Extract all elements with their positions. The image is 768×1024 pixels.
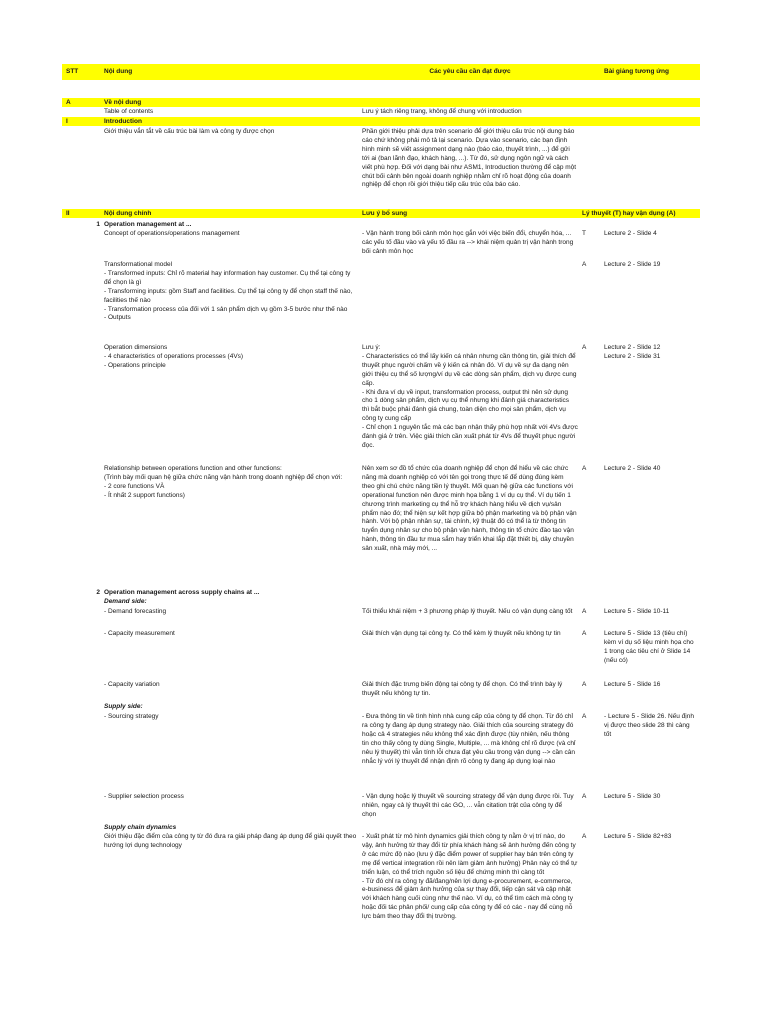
p2-row2-lecture: Lecture 5 - Slide 13 (tiêu chí) kèm ví dụ số liệu minh họa cho 1 trong các tiêu chí ở Slide 14 (nếu có): [604, 630, 694, 664]
section-ii-stt: II: [66, 210, 70, 217]
p1-row3-content: Operation dimensions - 4 characteristics of operations processes (4Vs) - Operations principle: [104, 344, 244, 369]
part2-title: Operation management across supply chains at ...: [104, 589, 260, 596]
section-i-title: Introduction: [104, 118, 142, 125]
intro-note: Phần giới thiệu phải dựa trên scenario để giới thiệu cấu trúc nội dung báo cáo chứ không phải mô tả lại scenario. Dựa vào scenario, các bạn định hình minh sẽ viết assignment dạng nào (báo cáo, thuyết trình, ...) để gửi tới ai (ban lãnh đạo, khách hàng, ...). Từ đó, sử dụng ngôn ngữ và cách viết phù hợp. Đối với dạng bài như ASM1, Introduction thường để cập một chút bối cảnh bên ngoài doanh nghiệp nhằm chỉ rõ hoạt động của doanh nghiệp để chọn rồi giới thiệu tiếp cấu trúc của báo cáo.: [362, 128, 577, 189]
demand-side-label: Demand side:: [104, 598, 147, 605]
p1-row4-content: Relationship between operations function and other functions: (Trình bày mối quan hệ giữa chức năng vận hành trong doanh nghiệp để chọn với: - 2 core functions VÀ - Ít nhất 2 support functions): [104, 465, 343, 499]
header-bai-giang: Bài giảng tương ứng: [604, 68, 669, 75]
p2-row4-content: - Sourcing strategy: [104, 713, 159, 720]
p1-row2-lecture: Lecture 2 - Slide 19: [604, 261, 661, 268]
section-a-title: Về nội dung: [104, 99, 142, 106]
section-ii-theory-col: Lý thuyết (T) hay vận dụng (A): [582, 210, 676, 217]
toc-note: Lưu ý tách riêng trang, không để chung với introduction: [362, 108, 522, 115]
p2-row5-note: - Vận dụng hoặc lý thuyết về sourcing strategy để vận dụng được rồi. Tuy nhiên, ngay cả lý thuyết thì các GO, ... vẫn citation trật của công ty để chọn: [362, 793, 574, 818]
supply-side-label: Supply side:: [104, 703, 143, 710]
header-yeu-cau: Các yêu cầu cần đạt được: [429, 68, 511, 75]
header-stt: STT: [66, 68, 79, 75]
p2-row2-note: Giải thích vận dụng tại công ty. Có thể kèm lý thuyết nếu không tự tin: [362, 630, 561, 637]
part2-num: 2: [96, 589, 100, 596]
p2-row4-note: - Đưa thông tin về tình hình nhà cung cấp của công ty để chọn. Từ đó chỉ ra công ty đang áp dụng strategy nào. Giải thích của sourcing strategy đó hoặc cả 4 strategies nếu không thể xác định được (tùy nhiên, nếu thông tin cho thấy công ty dùng Single, Multiple, ... mà không chỉ rõ được (và chỉ nêu lý thuyết) thì vẫn tính lỗi chưa đạt yêu cầu trong vận dụng --> cần cân nhắc lý với lý thuyết để nhận định rõ công ty đang áp dụng loại nào: [362, 713, 576, 765]
p1-row2-content: Transformational model - Transformed inputs: Chỉ rõ material hay information hay customer. Cụ thể tại công ty để chọn là gì - Transforming inputs: gồm Staff and facilities. Cụ thể tại công ty để chọn staff thế nào, facilities thế nào - Transformation process của đối với 1 sản phẩm dịch vụ gồm 3-5 bước như thế nào - Outputs: [104, 261, 353, 322]
p2-row5-lecture: Lecture 5 - Slide 30: [604, 793, 661, 800]
p2-row3-lecture: Lecture 5 - Slide 16: [604, 681, 661, 688]
p2-row6-ta: A: [582, 833, 587, 840]
toc-row: Table of contents: [104, 108, 154, 115]
p2-row2-content: - Capacity measurement: [104, 630, 175, 637]
p1-row1-note: - Vận hành trong bối cảnh môn học gắn với việc biến đổi, chuyển hóa, ... các yếu tố đầu vào và yếu tố đầu ra --> khái niệm quản trị vận hành trong bối cảnh môn học: [362, 230, 574, 255]
p1-row1-ta: T: [582, 230, 586, 237]
part1-num: 1: [96, 221, 100, 228]
p2-row3-content: - Capacity variation: [104, 681, 160, 688]
p2-row6-content: Giới thiệu đặc điểm của công ty từ đó đưa ra giải pháp đang áp dụng để giải quyết theo hướng lợi dụng technology: [104, 833, 357, 849]
p2-row1-ta: A: [582, 608, 587, 615]
p2-row1-note: Tối thiểu khái niệm + 3 phương pháp lý thuyết. Nếu có vận dụng càng tốt: [362, 608, 573, 615]
p2-row6-lecture: Lecture 5 - Slide 82+83: [604, 833, 672, 840]
p2-row4-ta: A: [582, 713, 587, 720]
section-i-stt: I: [66, 118, 68, 125]
p1-row3-lecture2: Lecture 2 - Slide 31: [604, 353, 661, 360]
p2-row3-ta: A: [582, 681, 587, 688]
intro-content: Giới thiệu vắn tắt về cấu trúc bài làm và công ty được chọn: [104, 128, 275, 135]
p2-row6-note: - Xuất phát từ mô hình dynamics giải thích công ty nằm ở vị trí nào, do vậy, ảnh hưởng từ thay đổi từ phía khách hàng sẽ ảnh hưởng đến công ty ở các mức độ nào (lưu ý đặc điểm power of supplier hay bán trên công ty mẹ để vertical integration rồi nên làm giảm ảnh hưởng) Phân này có thể tự triển luận, có thể trích nguồn số liệu để chứng minh thì càng tốt - Từ đó chỉ ra công ty đã/đang/nên lợi dụng e-procurement, e-commerce, e-business để giảm ảnh hưởng của sự thay đổi, tiếp cận sát và cập nhật với khách hàng cuối cùng như thế nào. Ví dụ, có thể tìm cách mà công ty hoặc đối tác phân phối/ cung cấp của công ty để có các - nay để cùng nỗ lực bám theo thay đổi thị trường.: [362, 833, 578, 921]
p2-row1-lecture: Lecture 5 - Slide 10-11: [604, 608, 670, 615]
p2-row2-ta: A: [582, 630, 587, 637]
section-ii-title: Nội dung chính: [104, 210, 152, 217]
p1-row3-lecture1: Lecture 2 - Slide 12: [604, 344, 661, 351]
p1-row4-lecture: Lecture 2 - Slide 40: [604, 465, 661, 472]
p2-row3-note: Giải thích đặc trưng biến động tại công ty để chọn. Có thể trình bày lý thuyết nếu không tự tin.: [362, 681, 563, 697]
p2-row4-lecture: - Lecture 5 - Slide 26. Nếu định vị được theo slide 28 thì càng tốt: [604, 713, 694, 738]
p1-row3-note: Lưu ý: - Characteristics có thể lấy kiến cá nhân nhưng cần thông tin, giải thích để thuyết phục người chấm về ý kiến cá nhân đó. Ví dụ về sự đa dạng nên giới thiệu cụ thể số lượng/ví dụ về các dòng sản phẩm, dịch vụ được cung cấp. - Khi đưa ví dụ về input, transformation process, output thì nên sử dụng cho 1 dòng sản phẩm, dịch vụ cụ thể nhưng khi đánh giá characteristics thì bắt buộc phải đánh giá chung, toàn diện cho mọi sản phẩm, dịch vụ công ty cung cấp - Chỉ chọn 1 nguyên tắc mà các bạn nhận thấy phù hợp nhất với 4Vs được đánh giá ở trên. Việc giải thích cần xuất phát từ 4Vs để thuyết phục người đọc.: [362, 344, 578, 449]
p2-row1-content: - Demand forecasting: [104, 608, 167, 615]
p1-row4-note: Nên xem sơ đồ tổ chức của doanh nghiệp để chọn để hiểu về các chức năng mà doanh nghiệp có với tên gọi trong thực tế để dùng đúng kèm theo ghi chú chức năng tiền lý thuyết. Mối quan hệ giữa các functions với operational function nên được minh họa bằng 1 ví dụ cụ thể. Ví dụ tiến 1 chương trình marketing cụ thể hỗ trợ khách hàng hiểu về dịch vụ/sản phẩm nào đó; thể hiện sự kết hợp giữa bộ phận marketing và bộ phận vận hành. Với bộ phận nhân sự, tài chính, kỹ thuật đó có thể là từ thông tin tuyển dụng nhân sự cho bộ phận vận hành, thông tin tổ chức đào tạo vận hành, thông tin đầu tư mua sắm hay triển khai lắp đặt thiết bị, dây chuyền sản xuất, nhà máy mới, ...: [362, 465, 577, 553]
section-a-stt: A: [66, 99, 71, 106]
dynamics-title: Supply chain dynamics: [104, 824, 177, 831]
p1-row4-ta: A: [582, 465, 587, 472]
part1-title: Operation management at ...: [104, 221, 192, 228]
p1-row1-content: Concept of operations/operations management: [104, 230, 240, 237]
section-ii-note-col: Lưu ý bổ sung: [362, 210, 408, 217]
p2-row5-ta: A: [582, 793, 587, 800]
p2-row5-content: - Supplier selection process: [104, 793, 184, 800]
p1-row1-lecture: Lecture 2 - Slide 4: [604, 230, 657, 237]
p1-row3-ta: A: [582, 344, 587, 351]
header-noi-dung: Nội dung: [104, 68, 133, 75]
p1-row2-ta: A: [582, 261, 587, 268]
